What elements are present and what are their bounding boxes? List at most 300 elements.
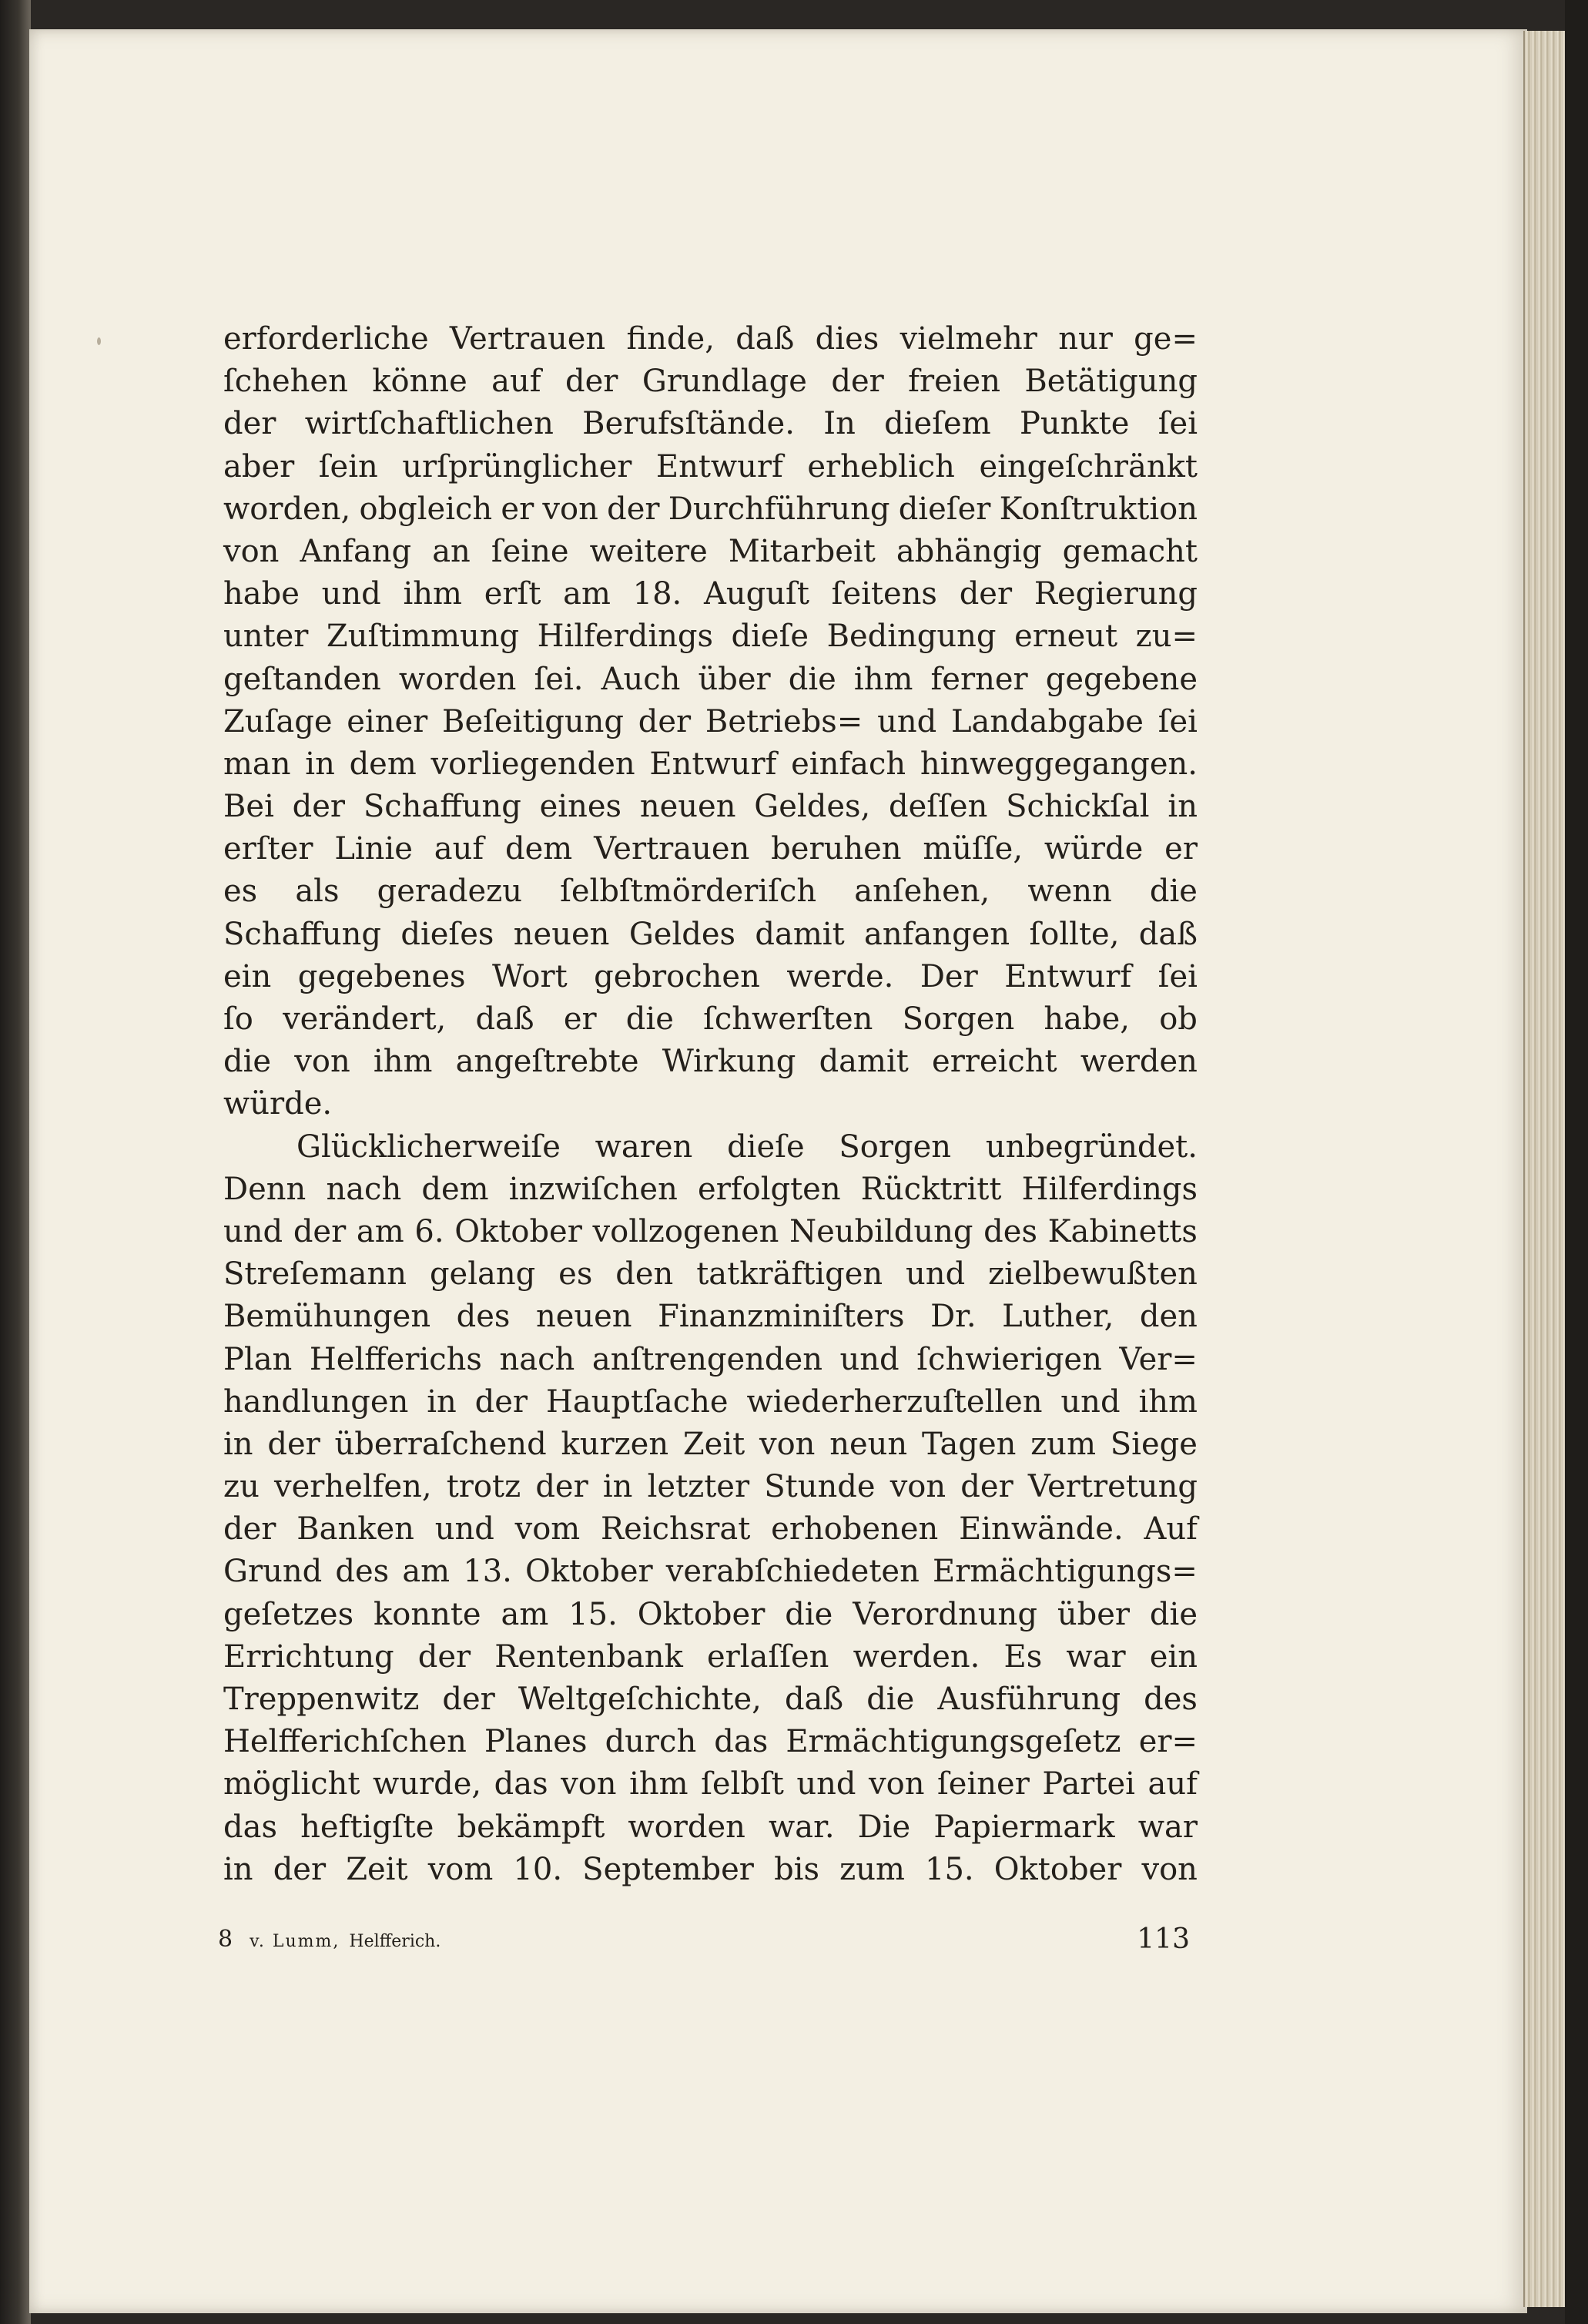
word: Finanzminiſters xyxy=(658,1299,905,1335)
word: der xyxy=(223,406,276,442)
signature-number: 8 xyxy=(218,1926,233,1953)
word: Sorgen xyxy=(839,1128,952,1165)
word: Ver= xyxy=(1119,1341,1198,1377)
word: neuen xyxy=(513,916,610,952)
word: Beſeitigung xyxy=(442,703,624,739)
word: gelang xyxy=(429,1256,536,1293)
word: von xyxy=(561,1766,617,1803)
word: erheblich xyxy=(807,448,955,485)
word: zielbewußten xyxy=(988,1256,1198,1293)
word: daß xyxy=(1138,916,1198,952)
word: Planes xyxy=(484,1724,588,1760)
word: letzter xyxy=(647,1469,750,1505)
word: Durchführung xyxy=(668,491,890,527)
word: Auf xyxy=(1144,1511,1198,1548)
word: und xyxy=(839,1341,900,1377)
word: vorliegenden xyxy=(431,746,635,782)
word: das xyxy=(714,1724,769,1760)
text-line xyxy=(223,1849,1198,1891)
word: Oktober xyxy=(454,1213,582,1249)
word: die xyxy=(866,1682,915,1717)
word: urſprünglicher xyxy=(402,448,632,485)
word: ge= xyxy=(1134,321,1198,357)
word: dieſem xyxy=(884,406,991,442)
text-line xyxy=(223,318,1198,361)
paper-speck xyxy=(97,337,101,345)
word: nach xyxy=(499,1341,575,1377)
word: der xyxy=(960,1469,1013,1505)
word: erfolgten xyxy=(698,1171,841,1207)
text-line xyxy=(223,1678,1198,1721)
word: ihm xyxy=(629,1766,688,1803)
word: ſchwierigen xyxy=(916,1341,1102,1377)
word: weitere xyxy=(589,533,708,569)
word: Betriebs= xyxy=(705,703,863,739)
word: verabſchiedeten xyxy=(665,1554,920,1590)
word: erhobenen xyxy=(771,1511,939,1548)
word: dem xyxy=(505,831,573,867)
word: der xyxy=(292,789,346,825)
text-line xyxy=(223,1721,1198,1763)
word: Entwurf xyxy=(649,746,777,782)
word: 6. xyxy=(414,1213,444,1249)
word: auf xyxy=(491,364,541,400)
word: aber xyxy=(223,448,295,485)
word: in xyxy=(602,1469,633,1505)
word: September xyxy=(582,1851,754,1887)
word: gebrochen xyxy=(594,958,760,994)
word: neuen xyxy=(535,1299,632,1335)
word: von xyxy=(889,1469,946,1505)
word: Zuſage xyxy=(223,703,333,739)
word: worden, xyxy=(223,491,351,527)
word: über xyxy=(698,661,771,697)
word: Luther, xyxy=(1002,1299,1114,1335)
word: des xyxy=(335,1554,390,1590)
word: Vertrauen xyxy=(594,831,750,867)
word: es xyxy=(558,1256,593,1293)
word: Vertrauen xyxy=(449,321,606,357)
word: habe xyxy=(223,576,300,612)
word: worden xyxy=(398,661,517,697)
word: in xyxy=(305,746,335,782)
word: Die xyxy=(857,1809,911,1845)
text-line xyxy=(223,531,1198,573)
word: in xyxy=(223,1426,253,1462)
word: war. xyxy=(769,1809,835,1845)
word: finde, xyxy=(626,321,715,357)
text-line xyxy=(223,1466,1198,1508)
word: vollzogenen xyxy=(592,1213,779,1249)
word: Oktober xyxy=(525,1554,653,1590)
word: unter xyxy=(223,619,309,655)
word: eingeſchränkt xyxy=(979,448,1198,485)
word: Streſemann xyxy=(223,1256,407,1293)
word: Bedingung xyxy=(826,619,997,655)
word: Es xyxy=(1003,1638,1043,1675)
word: gegebenes xyxy=(297,958,466,994)
text-line xyxy=(223,914,1198,956)
text-line xyxy=(223,1594,1198,1636)
word: ſollte, xyxy=(1029,916,1120,952)
word: Tagen xyxy=(921,1426,1017,1462)
word: Zuſtimmung xyxy=(326,619,520,655)
word: ſeiner xyxy=(936,1766,1030,1803)
word: am xyxy=(356,1213,404,1249)
word: erſter xyxy=(223,831,313,867)
word: 15. xyxy=(568,1596,618,1632)
text-line xyxy=(223,659,1198,701)
word: Zeit xyxy=(682,1426,745,1462)
word: war xyxy=(1137,1809,1198,1845)
word: gegebene xyxy=(1045,661,1198,697)
word: der xyxy=(607,491,660,527)
word: ſeine xyxy=(491,533,569,569)
text-line xyxy=(223,1083,1198,1125)
text-line xyxy=(223,488,1198,531)
word: der xyxy=(293,1213,347,1249)
word: der xyxy=(273,1851,327,1887)
word: In xyxy=(823,406,856,442)
word: Zeit xyxy=(346,1851,408,1887)
word: Banken xyxy=(296,1511,414,1548)
word: Geldes, xyxy=(754,789,871,825)
word: in xyxy=(223,1851,253,1887)
word: bekämpft xyxy=(457,1809,605,1845)
word: überraſchend xyxy=(334,1426,547,1462)
word: 13. xyxy=(463,1554,512,1590)
word: Grundlage xyxy=(642,364,807,400)
word: Schaffung xyxy=(223,916,381,952)
word: 18. xyxy=(632,576,682,612)
word: das xyxy=(494,1766,548,1803)
word: ſelbſtmörderiſch xyxy=(560,874,817,910)
text-line xyxy=(223,1211,1198,1253)
word: des xyxy=(983,1213,1037,1249)
word: gemacht xyxy=(1062,533,1198,569)
word: in xyxy=(1168,789,1198,825)
word: angeſtrebte xyxy=(455,1044,639,1080)
word: von xyxy=(294,1044,350,1080)
word: Linie xyxy=(334,831,413,867)
word: ihm xyxy=(403,576,462,612)
word: einer xyxy=(347,703,428,739)
signature-author: v. Lumm, xyxy=(250,1932,340,1951)
word: von xyxy=(542,491,598,527)
word: Helfferichs xyxy=(309,1341,482,1377)
word: abhängig xyxy=(896,533,1042,569)
word: durch xyxy=(605,1724,697,1760)
word: Ermächtigungs= xyxy=(933,1554,1198,1590)
word: dieſe xyxy=(727,1128,805,1165)
word: das xyxy=(223,1809,277,1845)
word: Plan xyxy=(223,1341,293,1377)
word: geſetzes xyxy=(223,1596,354,1632)
word: einfach xyxy=(791,746,906,782)
word: dieſe xyxy=(731,619,809,655)
word: er xyxy=(501,491,534,527)
word: damit xyxy=(755,916,845,952)
word: ihm xyxy=(1138,1383,1198,1420)
word: verändert, xyxy=(283,1001,447,1037)
word: würde. xyxy=(223,1086,333,1122)
word: zum xyxy=(839,1851,905,1887)
word: Rentenbank xyxy=(494,1638,683,1675)
word: Auguſt xyxy=(704,576,809,612)
word: erneut xyxy=(1014,619,1118,655)
word: Vertretung xyxy=(1027,1469,1198,1505)
text-line xyxy=(223,701,1198,743)
word: Ermächtigungsgeſetz xyxy=(786,1724,1121,1760)
word: Mitarbeit xyxy=(728,533,876,569)
word: die xyxy=(788,661,836,697)
scan-background xyxy=(1565,0,1588,2324)
word: Verordnung xyxy=(853,1596,1037,1632)
word: damit xyxy=(819,1044,909,1080)
word: daß xyxy=(735,321,795,357)
word: der xyxy=(417,1638,471,1675)
word: Einwände. xyxy=(959,1511,1124,1548)
text-line xyxy=(223,1424,1198,1466)
word: der xyxy=(831,364,884,400)
word: am xyxy=(501,1596,549,1632)
word: die xyxy=(1149,1596,1198,1632)
word: ein xyxy=(1149,1638,1198,1675)
word: Glücklicherweiſe xyxy=(296,1128,561,1165)
text-line xyxy=(223,1381,1198,1424)
word: ſei xyxy=(1157,406,1198,442)
word: dem xyxy=(421,1171,489,1207)
word: ihm xyxy=(853,661,913,697)
word: Weltgeſchichte, xyxy=(518,1682,762,1717)
word: Regierung xyxy=(1034,576,1198,612)
printer-signature xyxy=(218,1920,441,1961)
text-line xyxy=(223,573,1198,615)
word: Hilferdings xyxy=(1021,1171,1198,1207)
word: deſſen xyxy=(889,789,988,825)
text-line xyxy=(223,1551,1198,1593)
word: wiederherzuſtellen xyxy=(746,1383,1043,1420)
word: beruhen xyxy=(771,831,902,867)
text-line xyxy=(223,1763,1198,1806)
word: Reichsrat xyxy=(601,1511,751,1548)
text-line xyxy=(223,1508,1198,1551)
word: neuen xyxy=(639,789,736,825)
word: ein xyxy=(223,958,272,994)
word: Siege xyxy=(1110,1426,1198,1462)
word: an xyxy=(432,533,471,569)
word: der xyxy=(535,1469,588,1505)
word: am xyxy=(563,576,611,612)
binding-edge xyxy=(0,0,31,2324)
word: Auch xyxy=(601,661,681,697)
word: kurzen xyxy=(561,1426,669,1462)
word: ſelbſt xyxy=(701,1766,784,1803)
word: man xyxy=(223,746,291,782)
word: ſchehen xyxy=(223,364,348,400)
word: der xyxy=(442,1682,495,1717)
word: er xyxy=(563,1001,597,1037)
word: und xyxy=(877,703,937,739)
word: wurde, xyxy=(372,1766,482,1803)
word: Konſtruktion xyxy=(999,491,1198,527)
text-line xyxy=(223,1296,1198,1338)
word: Hilferdings xyxy=(537,619,713,655)
word: vielmehr xyxy=(900,321,1037,357)
text-line xyxy=(223,615,1198,658)
word: Wirkung xyxy=(662,1044,796,1080)
word: zu= xyxy=(1135,619,1198,655)
word: die xyxy=(223,1044,272,1080)
word: anfangen xyxy=(864,916,1010,952)
word: der xyxy=(223,1511,276,1548)
word: in xyxy=(427,1383,457,1420)
page-stack-edge xyxy=(1523,31,1566,2307)
word: dieſes xyxy=(400,916,494,952)
word: über xyxy=(1057,1596,1131,1632)
signature-title: Helfferich. xyxy=(349,1932,441,1951)
word: habe, xyxy=(1044,1001,1131,1037)
word: Berufsſtände. xyxy=(582,406,795,442)
word: Punkte xyxy=(1019,406,1130,442)
text-line xyxy=(223,361,1198,403)
word: ſeitens xyxy=(831,576,937,612)
word: geſtanden xyxy=(223,661,381,697)
word: es xyxy=(223,874,258,910)
word: nur xyxy=(1058,321,1113,357)
word: Geldes xyxy=(628,916,736,952)
word: der xyxy=(959,576,1013,612)
word: und xyxy=(321,576,381,612)
word: würde xyxy=(1044,831,1144,867)
word: ſei xyxy=(1157,958,1198,994)
word: daß xyxy=(784,1682,844,1717)
word: ihm xyxy=(373,1044,433,1080)
word: hinweggegangen. xyxy=(920,746,1198,782)
word: dieſer xyxy=(898,491,991,527)
word: war xyxy=(1066,1638,1126,1675)
page-number: 113 xyxy=(1137,1923,1190,1955)
word: Schaffung xyxy=(363,789,521,825)
word: dies xyxy=(815,321,879,357)
word: von xyxy=(1141,1851,1198,1887)
word: Der xyxy=(920,958,978,994)
word: bis xyxy=(774,1851,819,1887)
word: nach xyxy=(326,1171,402,1207)
word: von xyxy=(223,533,280,569)
word: der xyxy=(267,1426,320,1462)
text-line xyxy=(223,828,1198,870)
word: dem xyxy=(349,746,417,782)
word: Dr. xyxy=(930,1299,977,1335)
word: Partei xyxy=(1042,1766,1135,1803)
word: zu xyxy=(223,1469,260,1505)
word: anſtrengenden xyxy=(591,1341,822,1377)
word: Entwurf xyxy=(655,448,783,485)
word: erlaſſen xyxy=(706,1638,829,1675)
word: erforderliche xyxy=(223,321,429,357)
word: Oktober xyxy=(993,1851,1122,1887)
word: inzwiſchen xyxy=(508,1171,678,1207)
word: handlungen xyxy=(223,1383,409,1420)
word: des xyxy=(1144,1682,1198,1717)
word: die xyxy=(1149,874,1198,910)
word: erſt xyxy=(484,576,541,612)
text-line xyxy=(223,1339,1198,1381)
word: wenn xyxy=(1027,874,1112,910)
word: Denn xyxy=(223,1171,307,1207)
word: heftigſte xyxy=(300,1809,434,1845)
word: Betätigung xyxy=(1024,364,1198,400)
word: Kabinetts xyxy=(1047,1213,1198,1249)
text-line xyxy=(223,870,1198,913)
word: er= xyxy=(1138,1724,1198,1760)
text-line xyxy=(223,1253,1198,1296)
page-footer xyxy=(218,1920,1190,1959)
word: der xyxy=(638,703,692,739)
word: die xyxy=(625,1001,674,1037)
word: tatkräftigen xyxy=(696,1256,883,1293)
word: zum xyxy=(1030,1426,1096,1462)
word: Oktober xyxy=(637,1596,766,1632)
text-line xyxy=(223,1636,1198,1678)
text-line xyxy=(223,1041,1198,1083)
word: werden. xyxy=(853,1638,980,1675)
word: er xyxy=(1164,831,1198,867)
word: und xyxy=(1060,1383,1121,1420)
word: Papiermark xyxy=(933,1809,1115,1845)
word: Rücktritt xyxy=(860,1171,1002,1207)
word: von xyxy=(869,1766,925,1803)
word: 15. xyxy=(925,1851,974,1887)
word: werden xyxy=(1080,1044,1198,1080)
word: und xyxy=(796,1766,856,1803)
text-line xyxy=(223,998,1198,1041)
word: vom xyxy=(514,1511,581,1548)
word: der xyxy=(565,364,618,400)
word: Wort xyxy=(492,958,568,994)
word: trotz xyxy=(446,1469,521,1505)
word: Neubildung xyxy=(789,1213,973,1249)
word: daß xyxy=(475,1001,534,1037)
word: als xyxy=(295,874,340,910)
word: Helfferichſchen xyxy=(223,1724,467,1760)
word: den xyxy=(615,1256,674,1293)
word: vom xyxy=(427,1851,494,1887)
word: unbegründet. xyxy=(985,1128,1198,1165)
word: obgleich xyxy=(359,491,493,527)
text-line xyxy=(223,956,1198,998)
word: Anfang xyxy=(300,533,412,569)
word: und xyxy=(906,1256,966,1293)
word: könne xyxy=(372,364,467,400)
word: müſſe, xyxy=(923,831,1023,867)
word: ſei xyxy=(1157,703,1198,739)
word: des xyxy=(456,1299,511,1335)
word: ſei. xyxy=(534,661,584,697)
word: am xyxy=(402,1554,451,1590)
word: verhelfen, xyxy=(274,1469,432,1505)
word: eines xyxy=(539,789,622,825)
word: und xyxy=(223,1213,283,1249)
word: möglicht xyxy=(223,1766,360,1803)
text-line xyxy=(223,1806,1198,1849)
word: werde. xyxy=(786,958,894,994)
word: Treppenwitz xyxy=(223,1682,420,1717)
word: wirtſchaftlichen xyxy=(304,406,554,442)
word: neun xyxy=(829,1426,908,1462)
word: erreicht xyxy=(932,1044,1057,1080)
